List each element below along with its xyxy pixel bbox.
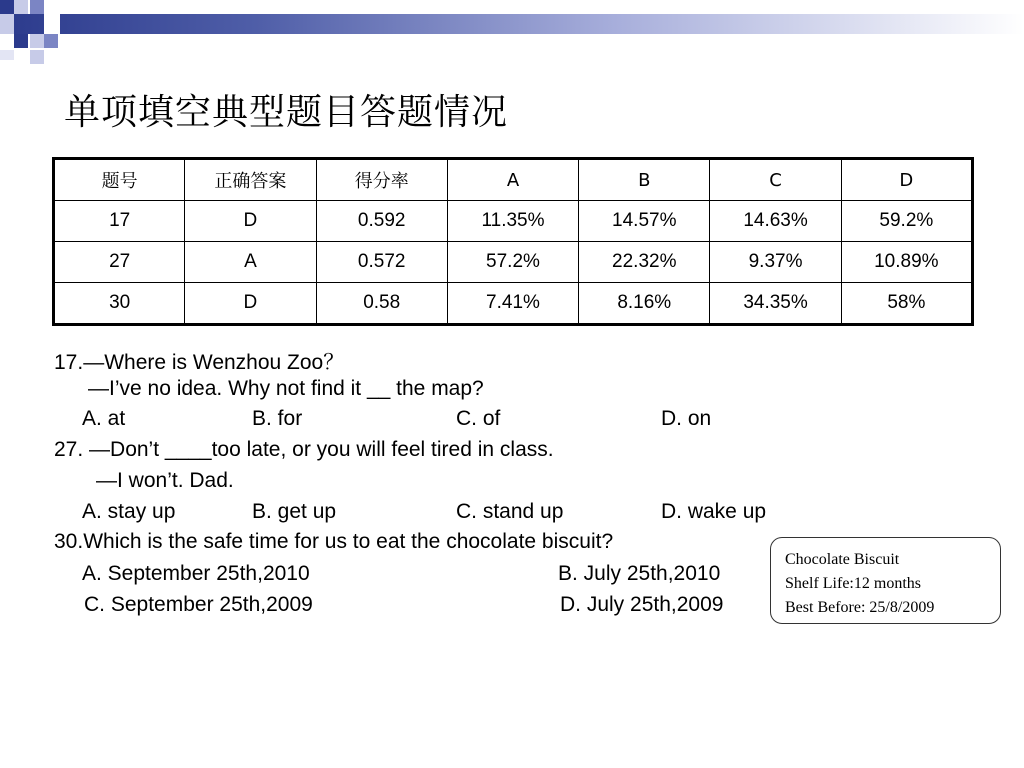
header-cell: C [710,159,841,201]
results-table [52,157,974,326]
option-b: B. for [252,407,303,430]
header-cell: 正确答案 [185,159,316,201]
question-17-reply: —I’ve no idea. Why not find it __ the map? [88,377,484,400]
table-cell: 11.35% [447,201,578,242]
option-d: D. on [661,407,712,430]
option-b: B. July 25th,2010 [558,562,721,585]
table-cell: 0.592 [316,201,447,242]
deco-square [0,50,14,60]
table-cell: 22.32% [579,242,710,283]
deco-square [30,50,44,64]
option-a: A. stay up [82,500,176,523]
table-cell: 0.572 [316,242,447,283]
biscuit-label-box [770,537,1001,624]
option-b: B. get up [252,500,337,523]
table-cell: 27 [54,242,185,283]
table-cell: 14.63% [710,201,841,242]
deco-square [44,14,60,34]
deco-square [0,14,14,34]
option-d: D. wake up [661,500,767,523]
header-cell: 得分率 [316,159,447,201]
deco-square [30,0,44,14]
table-cell: 59.2% [841,201,972,242]
deco-square [14,34,28,48]
question-27-reply: —I won’t. Dad. [96,469,234,492]
note-line: Best Before: 25/8/2009 [785,599,935,616]
table-cell: 10.89% [841,242,972,283]
header-cell: 题号 [54,159,185,201]
option-a: A. September 25th,2010 [82,562,310,585]
deco-square [44,34,58,48]
table-cell: 0.58 [316,283,447,325]
option-a: A. at [82,407,126,430]
option-d: D. July 25th,2009 [560,593,724,616]
option-c: C. September 25th,2009 [84,593,313,616]
table-cell: 17 [54,201,185,242]
header-cell: D [841,159,972,201]
table-row [54,201,973,242]
option-c: C. stand up [456,500,564,523]
deco-square [14,0,28,14]
table-cell: D [185,283,316,325]
deco-square [30,34,44,48]
note-line: Shelf Life:12 months [785,575,921,592]
table-cell: 57.2% [447,242,578,283]
header-cell: A [447,159,578,201]
table-cell: A [185,242,316,283]
table-header-row [54,159,973,201]
table-cell: 9.37% [710,242,841,283]
question-17-stem: 17.—Where is Wenzhou Zoo？ [54,351,345,374]
deco-square [0,0,14,14]
table-cell: 8.16% [579,283,710,325]
table-row [54,283,973,325]
header-gradient-bar [0,14,1024,34]
question-30-stem: 30.Which is the safe time for us to eat the chocolate biscuit? [54,530,614,553]
table-cell: 34.35% [710,283,841,325]
table-cell: 14.57% [579,201,710,242]
table-row [54,242,973,283]
table-cell: D [185,201,316,242]
table-cell: 30 [54,283,185,325]
table-cell: 7.41% [447,283,578,325]
option-c: C. of [456,407,501,430]
note-line: Chocolate Biscuit [785,551,900,568]
table-cell: 58% [841,283,972,325]
header-cell: B [579,159,710,201]
slide-title: 单项填空典型题目答题情况 [64,92,509,133]
question-27-stem: 27. —Don’t ____too late, or you will feel tired in class. [54,438,554,461]
